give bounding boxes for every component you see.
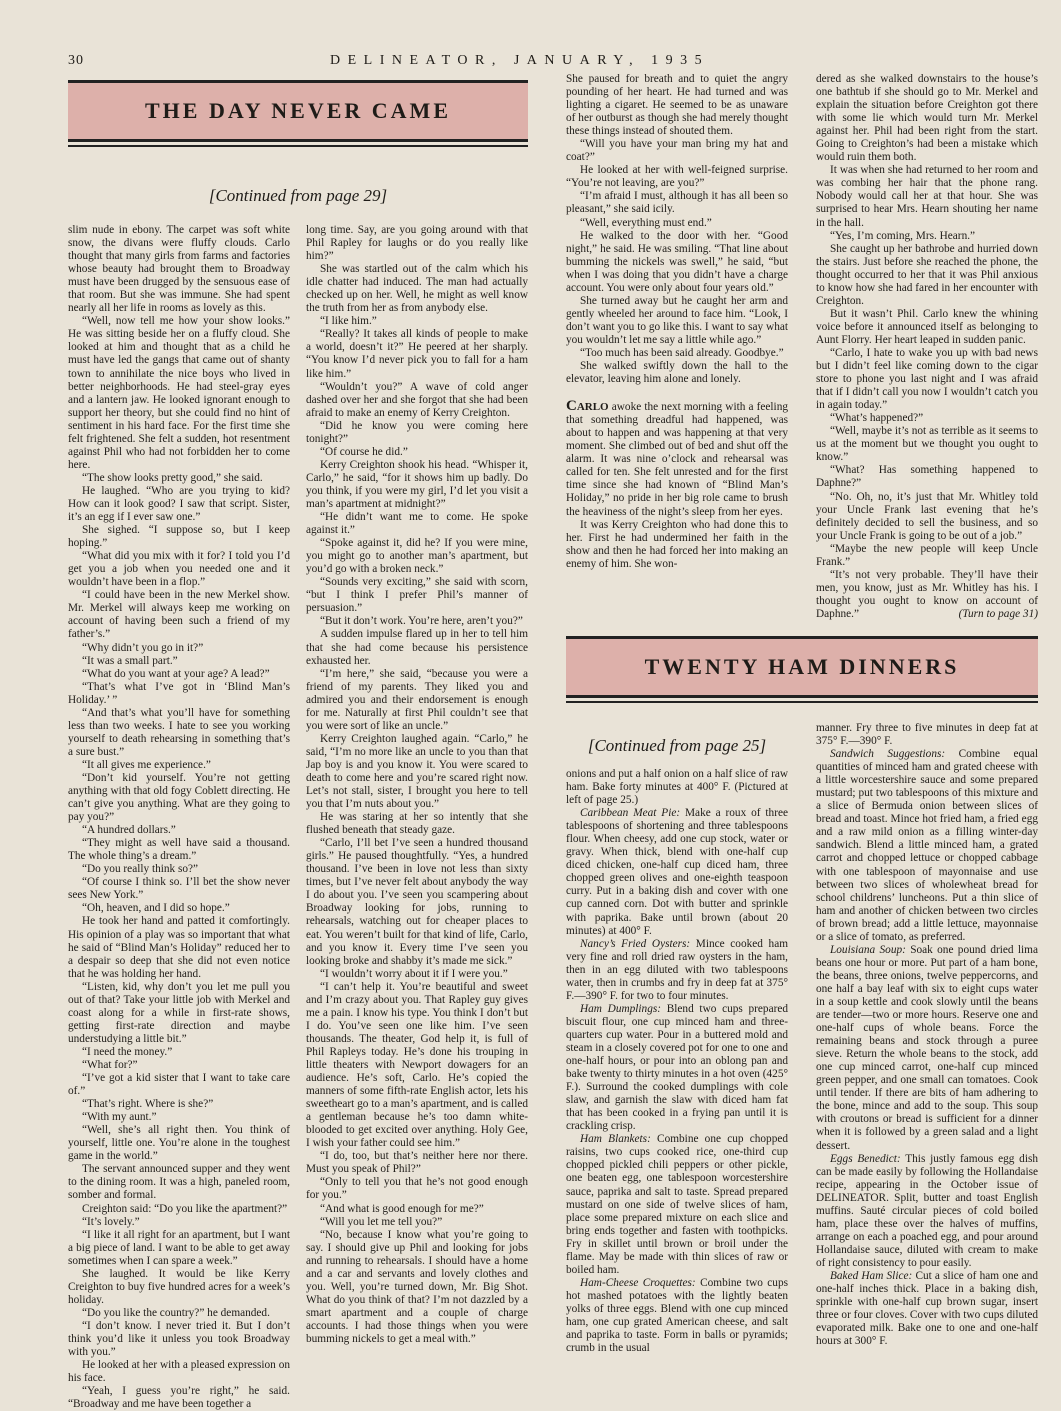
paragraph: “Only to tell you that he’s not good enough for you.” [306, 1176, 528, 1202]
recipe-paragraph [566, 807, 788, 937]
paragraph: “With my aunt.” [82, 1111, 157, 1124]
paragraph: A sudden impulse flared up in her to tell him that she had come because his persistence exhausted her. [306, 628, 528, 667]
recipe-paragraph [816, 944, 1038, 1153]
paragraph: “Carlo, I hate to wake you up with bad news but I didn’t feel like coming down to the cigar store to phone you last night and I was afraid that if I didn’t call you now I wouldn’t catch you in again today.” [816, 346, 1038, 412]
paragraph: She sighed. “I suppose so, but I keep hoping.” [68, 524, 290, 550]
paragraph: She walked swiftly down the hall to the elevator, leaving him alone and lonely. [566, 360, 788, 386]
story-section-break-paragraph [566, 400, 788, 518]
turn-to-page: (Turn to page 31) [958, 607, 1038, 620]
paragraph: “Well, everything must end.” [580, 216, 712, 229]
paragraph: He looked at her with well-feigned surprise. “You’re not leaving, are you?” [566, 164, 788, 190]
recipe-text: Mince cooked ham very fine and roll dried raw oysters in the ham, then in an egg diluted with two tablespoons water, then in crumbs and fry in deep fat at 375° F.—390° F. for two to four minutes. [566, 937, 788, 1002]
recipe-name: Eggs Benedict: [830, 1152, 901, 1165]
paragraph: She laughed. It would be like Kerry Creighton to buy five hundred acres for a week’s holiday. [68, 1267, 290, 1306]
recipes-title-rule [566, 701, 1038, 703]
paragraph: “Carlo, I’ll bet I’ve seen a hundred thousand girls.” He paused thoughtfully. “Yes, a hundred thousand. I’ve been in love not less than sixty times, but I’ve never felt about anybody the way I do about you. I’ve seen you scampering about Broadway looking for jobs, running to rehearsals, watching out for cheaper places to eat. You weren’t built for that kind of life, Carlo, and you know it. Every time I’ve seen you looking broke and shabby it’s made me sick.” [306, 837, 528, 967]
paragraph: Creighton said: “Do you like the apartment?” [82, 1202, 288, 1215]
paragraph: “Well, maybe it’s not as terrible as it seems to us at the moment but we thought you ought to know.” [816, 425, 1038, 464]
paragraph: He laughed. “Who are you trying to kid? How can it look good? I saw that script. Sister, it’s an egg if I ever saw one.” [68, 484, 290, 524]
paragraph: “Oh, heaven, and I did so hope.” [82, 902, 230, 915]
recipe-name: Sandwich Suggestions: [830, 748, 946, 761]
paragraph: “Sounds very exciting,” she said with scorn, “but I think I prefer Phil’s manner of persuasion.” [306, 576, 528, 615]
paragraph: “He didn’t want me to come. He spoke against it.” [306, 511, 528, 537]
paragraph: “Spoke against it, did he? If you were mine, you might go to another man’s apartment, but you’d go with a broken neck.” [306, 537, 528, 576]
paragraph: awoke the next morning with a feeling that something dreadful had happened, was about to happen and was happening at that very moment. She climbed out of bed and shut off the alarm. It was nine o’clock and rehearsal was called for ten. She felt unrested and for the first time since she had known of “Blind Man’s Holiday,” no pride in her big role came to brush the heaviness of the night’s sleep from her eyes. [566, 401, 788, 518]
paragraph: The servant announced supper and they went to the dining room. It was a high, paneled room, somber and formal. [68, 1163, 290, 1202]
recipe-text: onions and put a half onion on a half slice of raw ham. Bake forty minutes at 400° F. (Pictured at left of page 25.) [566, 768, 788, 807]
recipe-text: Combine one cup chopped raisins, two cups cooked rice, one-third cup chopped pickled chili peppers or other pickle, one beaten egg, one tablespoon worcestershire sauce, paprika and salt to taste. Spread prepared mustard on one side of twelve slices of ham, place some prepared mixture on each slice and bring ends together and fasten with toothpicks. Fry in skillet until brown or broil under the flame. May be made with thin slices of raw or boiled ham. [566, 1133, 789, 1276]
paragraph: “It’s not very probable. They’ll have their men, you know, just as Mr. Whitley has his. I thought you ought to know on account of Daphne.” [816, 568, 1038, 620]
paragraph: “What for?” [82, 1059, 138, 1071]
paragraph: “Will you let me tell you?” [320, 1215, 443, 1228]
paragraph: But it wasn’t Phil. Carlo knew the whining voice before it announced itself as belonging to Aunt Florry. Her heart leaped in sudden panic. [816, 307, 1038, 346]
paragraph: “Did he know you were coming here tonight?” [306, 419, 528, 445]
paragraph: She caught up her bathrobe and hurried down the stairs. Just before she reached the phone, the thought occurred to her that it was Phil anxious to know how she had fared in her encounter with Creighton. [816, 242, 1038, 307]
recipe-name: Caribbean Meat Pie: [580, 807, 681, 820]
recipe-text: Combine equal quantities of minced ham and grated cheese with a little worcestershire sauce and some prepared mustard; put two tablespoons of this mixture and a slice of Bermuda onion between slices of bread and toast. Mince hot fried ham, a fried egg and a raw mild onion as a filling winter-day sandwich. Blend a little minced ham, a grated carrot and chopped lettuce or chopped cabbage with one tablespoon of mayonnaise and use between two slices of wholewheat bread for school childrens’ luncheons. Put a thin slice of ham and another of chicken between two circles of brown bread; add a little lettuce, mayonnaise or a slice of tomato, as preferred. [816, 748, 1038, 943]
paragraph: “Of course he did.” [320, 445, 408, 458]
paragraph: “I’m here,” she said, “because you were a friend of my parents. They liked you and admired you and their endorsement is enough for me. Naturally at first Phil couldn’t see that you were sort of like an uncle.” [306, 667, 528, 732]
paragraph: “It’s lovely.” [82, 1215, 140, 1228]
recipe-name: Ham-Cheese Croquettes: [580, 1276, 696, 1289]
recipe-name: Nancy’s Fried Oysters: [580, 937, 691, 950]
recipe-paragraph [566, 1277, 788, 1355]
paragraph: “What did you mix with it for? I told you I’d get you a job when you needed one and it wouldn’t have been in a flop.” [68, 550, 290, 589]
recipe-paragraph [816, 1153, 1038, 1270]
recipe-name: Louisiana Soup: [830, 943, 906, 956]
paragraph: “I like it all right for an apartment, but I want a big piece of land. I want to be able to get away sometimes when I can spare a week.” [68, 1228, 290, 1267]
paragraph: “Wouldn’t you?” A wave of cold anger dashed over her and she forgot that she had been afraid to make an enemy of Kerry Creighton. [306, 380, 528, 419]
paragraph: “Yeah, I guess you’re right,” he said. “Broadway and me have been together a [68, 1385, 290, 1411]
paragraph: “It was a small part.” [82, 654, 178, 667]
paragraph: “Too much has been said already. Goodbye.” [580, 346, 784, 359]
paragraph: It was when she had returned to her room and was combing her hair that the phone rang. Nobody would call her at that hour. She was surprised to hear Mrs. Hearn shouting her name in the hall. [816, 164, 1038, 229]
recipe-text: manner. Fry three to five minutes in deep fat at 375° F.—390° F. [816, 722, 1038, 748]
paragraph: “I’ve got a kid sister that I want to take care of.” [68, 1072, 290, 1098]
paragraph: “Will you have your man bring my hat and coat?” [566, 138, 788, 164]
paragraph: “What do you want at your age? A lead?” [82, 667, 270, 680]
paragraph: “I’m afraid I must, although it has all been so pleasant,” she said icily. [566, 190, 788, 216]
paragraph: “Don’t kid yourself. You’re not getting anything with that old fogy Coblett directing. He can’t give you anything. What are they going to pay you?” [68, 771, 290, 824]
recipe-name: Ham Dumplings: [580, 1002, 662, 1015]
story-column-2 [306, 224, 528, 1344]
story-title-band [68, 80, 528, 142]
paragraph: She was startled out of the calm which his idle chatter had induced. The man had actually checked up on her. Well, he might as well know the truth from her as from anybody else. [306, 263, 528, 315]
story-title-rule [68, 145, 528, 147]
recipe-paragraph [566, 1003, 788, 1133]
paragraph: “I like him.” [320, 315, 377, 328]
paragraph: “That’s right. Where is she?” [82, 1098, 214, 1111]
paragraph: “I don’t know. I never tried it. But I don’t think you’d like it unless you took Broadway with you.” [68, 1319, 290, 1359]
paragraph: Kerry Creighton shook his head. “Whisper it, Carlo,” he said, “for it shows him up badly. Do you think, if you were my girl, I’d let you visit a man’s apartment at midnight?” [306, 458, 528, 510]
recipe-paragraph [816, 722, 1038, 748]
page-number: 30 [68, 53, 84, 68]
paragraph: “That’s what I’ve got in ‘Blind Man’s Holiday.’ ” [68, 680, 290, 706]
paragraph: “Why didn’t you go in it?” [82, 641, 204, 654]
paragraph: He was staring at her so intently that she flushed beneath that steady gaze. [306, 811, 528, 837]
paragraph: “What’s happened?” [830, 412, 924, 425]
paragraph: He took her hand and patted it comfortingly. His opinion of a play was so important that what he said of “Blind Man’s Holiday” reduced her to a despair so deep that she did not even notice that he was holding her hand. [68, 915, 290, 980]
paragraph: “Of course I think so. I’ll bet the show never sees New York.” [68, 876, 290, 902]
paragraph: “It all gives me experience.” [82, 758, 211, 771]
paragraph: “No, because I know what you’re going to say. I should give up Phil and looking for jobs and running to rehearsals. I should have a home and a car and servants and lovely clothes and you. Well, you’re turned down, Mr. Big Shot. What do you think of that? I’m not dazzled by a smart apartment and a couple of charge accounts. I had those things when you were bumming nickels to get a meal with.” [306, 1228, 528, 1345]
story-continued-from: [Continued from page 29] [208, 186, 388, 205]
story-column-4 [816, 73, 1038, 620]
paragraph: “Do you really think so?” [82, 863, 199, 876]
recipe-paragraph [816, 748, 1038, 944]
paragraph: “Listen, kid, why don’t you let me pull you out of that? Take your little job with Merkel and coast along for a while in first-rate shows, getting first-rate direction and maybe understudying a little bit.” [68, 980, 290, 1045]
paragraph: He looked at her with a pleased expression on his face. [68, 1359, 290, 1385]
recipe-name: Baked Ham Slice: [830, 1269, 913, 1282]
paragraph: He walked to the door with her. “Good night,” he said. He was smiling. “That line about bumming the nickels was swell,” he said, “but when I was doing that you didn’t have a charge account. You were only about four years old.” [566, 229, 788, 294]
paragraph: “Do you like the country?” he demanded. [82, 1306, 270, 1319]
drop-cap-word: Carlo [566, 398, 609, 415]
paragraph: “Yes, I’m coming, Mrs. Hearn.” [830, 229, 976, 242]
paragraph: It was Kerry Creighton who had done this to her. First he had undermined her faith in the show and then he had forced her into making an enemy of him. She won- [566, 518, 788, 570]
paragraph: “I need the money.” [82, 1045, 173, 1058]
paragraph: “A hundred dollars.” [82, 824, 176, 837]
paragraph: She turned away but he caught her arm and gently wheeled her around to face him. “Look, I don’t want you to go like this. I want to say what you wouldn’t let me say a little while ago.” [566, 294, 788, 346]
recipe-paragraph [566, 1133, 788, 1277]
paragraph: “Well, now tell me how your show looks.” He was sitting beside her on a fluffy cloud. She looked at him and thought that as a child he must have led the gangs that came out of shanty town to annihilate the nice boys who lived in better neighborhoods. He had steel-gray eyes and a lantern jaw. He looked ignorant enough to support her theory, but she could find no hint of sentiment in his hard face. For the first time she felt frightened. She felt a sudden, hot resentment against Phil who had not forbidden her to come here. [68, 315, 290, 471]
recipe-paragraph [816, 1270, 1038, 1348]
running-head: DELINEATOR, JANUARY, 1935 [330, 53, 710, 68]
paragraph: She paused for breath and to quiet the angry pounding of her heart. He had turned and was lighting a cigaret. He seemed to be as unaware of her outburst as though she had merely thought these things instead of shouted them. [566, 73, 788, 138]
paragraph: “But it don’t work. You’re here, aren’t you?” [320, 615, 523, 628]
paragraph: “I wouldn’t worry about it if I were you.” [320, 967, 508, 980]
paragraph: “They might as well have said a thousand. The whole thing’s a dream.” [68, 837, 290, 863]
paragraph: slim nude in ebony. The carpet was soft white snow, the divans were fluffy clouds. Carlo thought that many girls from farms and factories whose beauty had brought them to Broadway must have been drugged by the sensuous ease of that room. But she was immune. She had spent nearly all her life in rooms as lovely as this. [68, 224, 290, 315]
story-title: THE DAY NEVER CAME [144, 98, 451, 123]
recipe-paragraph [566, 938, 788, 1003]
paragraph: “The show looks pretty good,” she said. [82, 471, 263, 484]
recipes-title: TWENTY HAM DINNERS [644, 654, 960, 679]
paragraph: “No. Oh, no, it’s just that Mr. Whitley told your Uncle Frank last evening that he’s definitely decided to sell the business, and so your Uncle Frank is going to be out of a job.” [816, 490, 1038, 542]
paragraph: “I could have been in the new Merkel show. Mr. Merkel will always keep me working on account of having been such a friend of my father’s.” [68, 589, 290, 641]
recipe-text: Make a roux of three tablespoons of shortening and three tablespoons flour. When cheesy, add one cup stock, water or gravy. When thick, blend with one-half cup diced chicken, one-half cup diced ham, three chopped green olives and one-eighth teaspoon curry. Put in a baking dish and cover with one cup canned corn. Dot with butter and sprinkle with paprika. Bake until brown (about 20 minutes) at 400° F. [566, 807, 788, 937]
recipe-text: This justly famous egg dish can be made easily by following the Hollandaise recipe, appearing in the October issue of DELINEATOR. Split, butter and toast English muffins. Sauté circular pieces of cold boiled ham, place these over the halves of muffins, arrange on each a poached egg, and pour around Hollandaise sauce, diluted with cream to make of right consistency to pour easily. [816, 1152, 1038, 1269]
recipe-name: Ham Blankets: [580, 1133, 651, 1146]
paragraph: “Maybe the new people will keep Uncle Frank.” [816, 542, 1038, 568]
paragraph: Kerry Creighton laughed again. “Carlo,” he said, “I’m no more like an uncle to you than that Jap boy is and you know it. You were scared to death to come here and you’re scared right now. Let’s not stall, sister, I brought you here to tell you that I’m nuts about you.” [306, 732, 528, 811]
recipe-text: Cut a slice of ham one and one-half inches thick. Place in a baking dish, sprinkle with one-half cup brown sugar, insert three or four cloves. Cover with two cups diluted evaporated milk. Bake one to one and one-half hours at 300° F. [816, 1269, 1038, 1348]
paragraph: “And that’s what you’ll have for something less than two weeks. I hate to see you working yourself to death rehearsing in something that’s a sure bust.” [68, 706, 290, 758]
recipe-paragraph [566, 768, 788, 807]
story-column-3 [566, 73, 788, 603]
paragraph: “I can’t help it. You’re beautiful and sweet and I’m crazy about you. That Rapley guy gives me a pain. I know his type. You think I don’t but I do. You’ve seen one like him. I’ve seen thousands. The theater, God help it, is full of Phil Rapleys today. He’s done his trouping in little theaters with Newport dowagers for an audience. He’s soft, Carlo. He’s copied the manners of some fifth-rate English actor, lets his sweetheart go to a man’s apartment, and is called a gentleman because he’s too damn white-blooded to get excited over anything. Holy Gee, I wish your father could see him.” [306, 980, 528, 1150]
paragraph: “What? Has something happened to Daphne?” [816, 464, 1038, 490]
recipes-column-1 [566, 768, 789, 1355]
paragraph: “Really? It takes all kinds of people to make a world, doesn’t it?” He peered at her sharply. “You know I’d never pick you to fall for a ham like him.” [306, 328, 528, 380]
recipe-text: Blend two cups prepared biscuit flour, one cup minced ham and three-quarters cup water. Pour in a buttered mold and steam in a closely covered pot for one to one and one-half hours, or pour into an oblong pan and bake twenty to thirty minutes in a hot oven (425° F.). Surround the cooked dumplings with cole slaw, and garnish the slaw with diced ham fat that has been cooked in a frying pan until it is crackling crisp. [566, 1002, 789, 1133]
recipes-column-2 [816, 722, 1038, 1348]
story-column-1 [68, 224, 290, 1411]
recipe-text: Combine two cups hot mashed potatoes with the lightly beaten yolks of three eggs. Blend with one cup minced ham, one cup grated American cheese, and salt and paprika to taste. Form in balls or pyramids; crumb in the usual [566, 1276, 788, 1355]
recipes-title-band [566, 636, 1038, 698]
recipe-text: Soak one pound dried lima beans one hour or more. Put part of a ham bone, the beans, three onions, twelve peppercorns, and one half a bay leaf with six to eight cups water in a soup kettle and cook slowly until the beans are tender—two or more hours. Reserve one and one-half cups of whole beans. Force the remaining beans and stock through a puree sieve. Return the whole beans to the stock, add one cup minced carrot, one-half cup minced green pepper, and one small can tomatoes. Cook until tender. If there are bits of ham adhering to the bone, mince and add to the soup. This soup with croutons or bread is sufficient for a dinner when it is followed by a green salad and a light dessert. [816, 943, 1038, 1152]
paragraph: “And what is good enough for me?” [320, 1202, 484, 1215]
paragraph: dered as she walked downstairs to the house’s one bathtub if she should go to Mr. Merkel and explain the situation before Creighton got there with some lie which would turn Mr. Merkel against her. Phil had been right from the start. Going to Creighton’s had been a mistake which would ruin them both. [816, 73, 1038, 164]
paragraph: “Well, she’s all right then. You think of yourself, little one. You’re alone in the toughest game in the world.” [68, 1124, 290, 1163]
paragraph: “I do, too, but that’s neither here nor there. Must you speak of Phil?” [306, 1150, 528, 1176]
paragraph: long time. Say, are you going around with that Phil Rapley for laughs or do you really like him?” [306, 224, 528, 263]
recipes-continued-from: [Continued from page 25] [587, 736, 767, 755]
